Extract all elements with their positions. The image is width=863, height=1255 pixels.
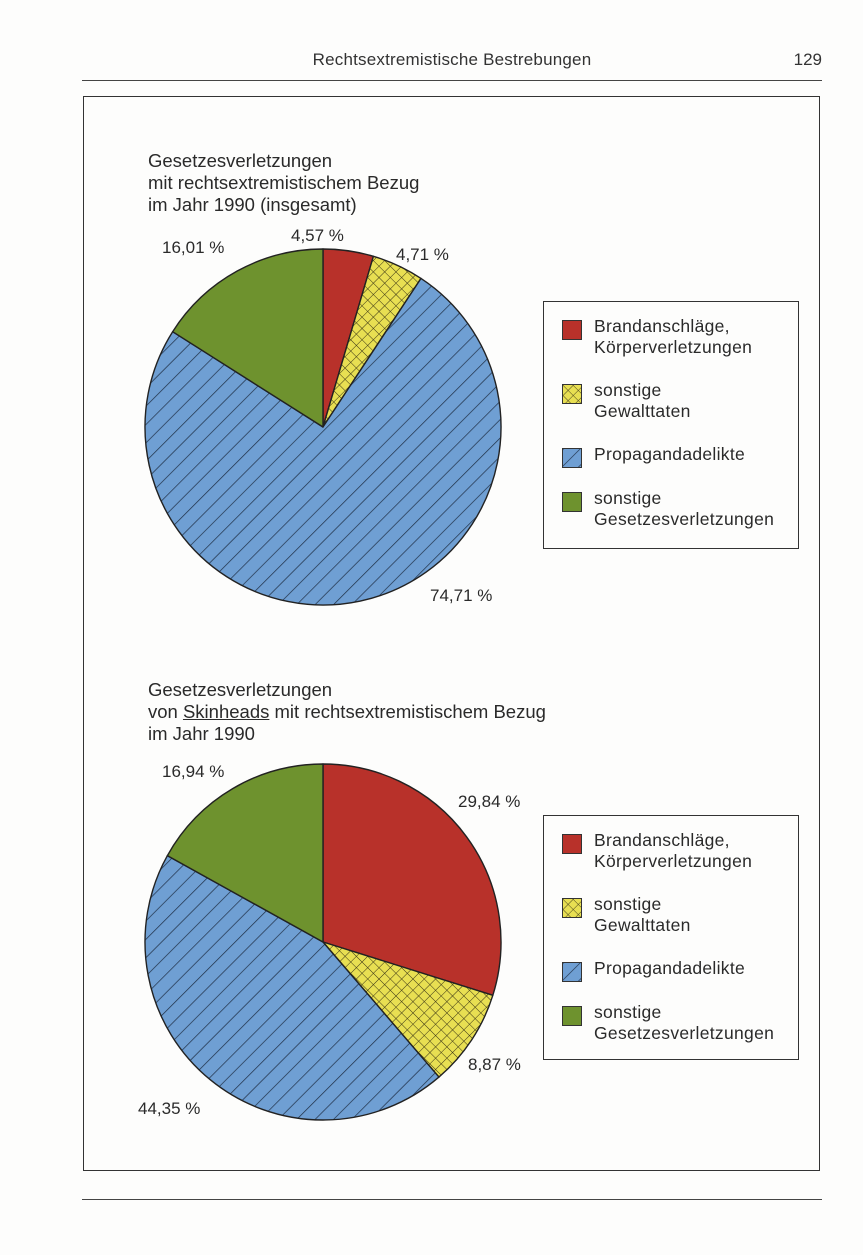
legend-item: [558, 446, 798, 468]
chart2-legend: [543, 815, 799, 1060]
chart2-pie: [145, 764, 501, 1120]
legend-label: Propagandadelikte: [594, 444, 746, 464]
legend-label: Gewalttaten: [594, 915, 691, 935]
legend-swatch-diagonal: [562, 448, 582, 468]
legend-item: [558, 490, 798, 530]
chart1-label-brandanschlaege: 4,57 %: [291, 226, 344, 245]
legend-label: Propagandadelikte: [594, 958, 746, 978]
chart1-title-line2: mit rechtsextremistischem Bezug: [148, 172, 420, 193]
chart2-title-rest: mit rechtsextremistischem Bezug: [269, 701, 546, 722]
chart1-label-propagandadelikte: 74,71 %: [430, 586, 493, 605]
legend-label: Brandanschläge,: [594, 830, 730, 850]
chart1-pie: [145, 249, 501, 605]
legend-label: sonstige: [594, 488, 662, 508]
legend-swatch-green: [562, 1006, 582, 1026]
chart2-label-brandanschlaege: 29,84 %: [458, 792, 521, 811]
legend-swatch-red: [562, 320, 582, 340]
page-number: 129: [793, 50, 822, 69]
chart2-title-skinheads: Skinheads: [182, 701, 270, 722]
legend-swatch-green: [562, 492, 582, 512]
legend-swatch-red: [562, 834, 582, 854]
legend-label: Gewalttaten: [594, 401, 691, 421]
chart2-label-sonstige-gesetzesverletzungen: 16,94 %: [162, 762, 225, 781]
chart2-title-line1: Gesetzesverletzungen: [148, 679, 333, 700]
legend-item: [558, 1004, 798, 1044]
chart2-label-sonstige-gewalttaten: 8,87 %: [468, 1055, 521, 1074]
legend-label: Brandanschläge,: [594, 316, 730, 336]
legend-label: Körperverletzungen: [594, 851, 753, 871]
legend-swatch-diagonal: [562, 962, 582, 982]
footer-rule: [82, 1199, 822, 1200]
legend-label: Gesetzesverletzungen: [594, 1023, 775, 1043]
running-title: Rechtsextremistische Bestrebungen: [312, 50, 592, 69]
chart2-label-propagandadelikte: 44,35 %: [138, 1099, 201, 1118]
legend-label: sonstige: [594, 1002, 662, 1022]
legend-item: [558, 896, 798, 936]
legend-swatch-crosshatch: [562, 898, 582, 918]
legend-label: Gesetzesverletzungen: [594, 509, 775, 529]
legend-item: [558, 382, 798, 422]
legend-item: [558, 960, 798, 982]
chart1-title-line1: Gesetzesverletzungen: [148, 150, 333, 171]
chart2-title-von: von: [148, 701, 183, 722]
legend-label: sonstige: [594, 894, 662, 914]
legend-label: Körperverletzungen: [594, 337, 753, 357]
chart1-legend: [543, 301, 799, 549]
chart2-title-line3: im Jahr 1990: [148, 723, 255, 744]
legend-label: sonstige: [594, 380, 662, 400]
chart1-title-line3: im Jahr 1990 (insgesamt): [148, 194, 357, 215]
legend-item: [558, 318, 798, 358]
chart1-label-sonstige-gewalttaten: 4,71 %: [396, 245, 449, 264]
legend-swatch-crosshatch: [562, 384, 582, 404]
chart1-label-sonstige-gesetzesverletzungen: 16,01 %: [162, 238, 225, 257]
legend-item: [558, 832, 798, 872]
